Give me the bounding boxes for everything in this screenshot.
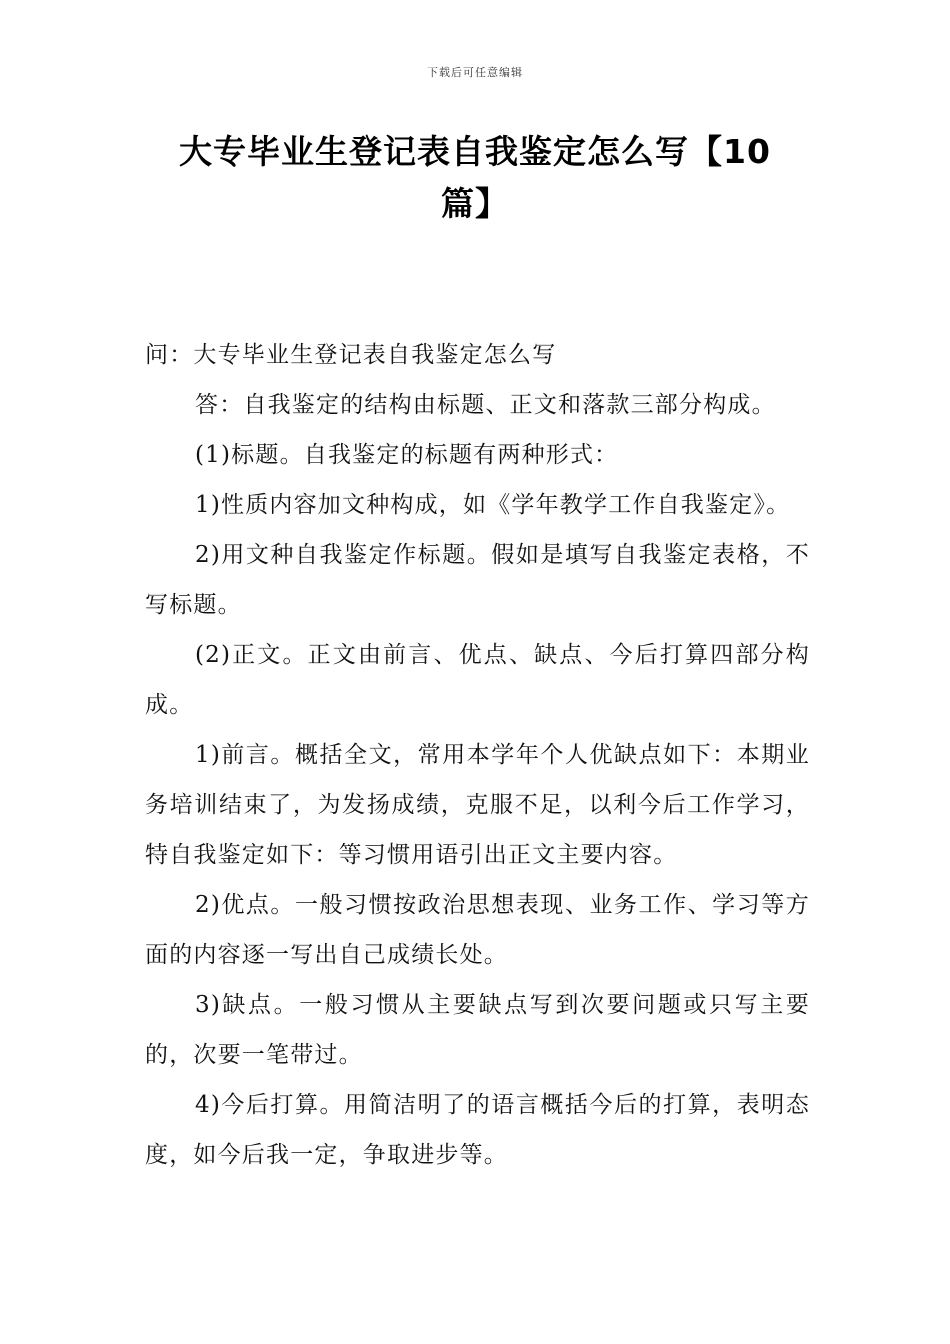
body-paragraph: 2)优点。一般习惯按政治思想表现、业务工作、学习等方面的内容逐一写出自己成绩长处。 bbox=[145, 892, 810, 968]
body-paragraph: 1)前言。概括全文，常用本学年个人优缺点如下：本期业务培训结束了，为发扬成绩，克服不足，以利今后工作学习，特自我鉴定如下：等习惯用语引出正文主要内容。 bbox=[145, 742, 810, 868]
body-paragraph: (1)标题。自我鉴定的标题有两种形式： bbox=[195, 442, 619, 468]
page-header-note: 下载后可任意编辑 bbox=[427, 66, 523, 79]
body-paragraph: 1)性质内容加文种构成，如《学年教学工作自我鉴定》。 bbox=[195, 492, 791, 518]
body-paragraph: 2)用文种自我鉴定作标题。假如是填写自我鉴定表格，不写标题。 bbox=[145, 542, 810, 618]
document-title: 大专毕业生登记表自我鉴定怎么写【10篇】 bbox=[179, 132, 771, 223]
body-paragraph: (2)正文。正文由前言、优点、缺点、今后打算四部分构成。 bbox=[145, 642, 810, 718]
document-body bbox=[145, 330, 810, 1180]
question-paragraph: 问：大专毕业生登记表自我鉴定怎么写 bbox=[145, 342, 557, 368]
body-paragraph: 4)今后打算。用简洁明了的语言概括今后的打算，表明态度，如今后我一定，争取进步等。 bbox=[145, 1092, 810, 1168]
body-paragraph: 3)缺点。一般习惯从主要缺点写到次要问题或只写主要的，次要一笔带过。 bbox=[145, 992, 810, 1068]
answer-paragraph: 答：自我鉴定的结构由标题、正文和落款三部分构成。 bbox=[195, 392, 776, 418]
